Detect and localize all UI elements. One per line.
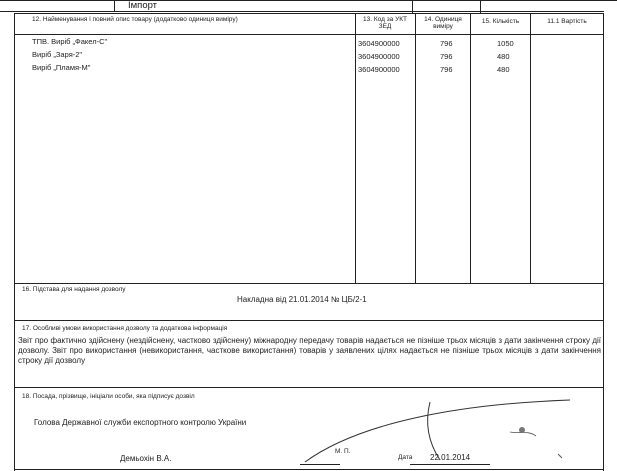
date-underline (410, 464, 490, 465)
s17-right-border (603, 320, 604, 388)
col-header-unit: 14. Одиниця виміру (424, 16, 462, 31)
col-header-value: 11.1 Вартість (547, 18, 587, 25)
row-name: ТПВ. Виріб „Факел-С" (32, 37, 108, 46)
section17-text: Звіт про фактично здійснену (нездійснену, частково здійснену) міжнародну передачу товарів надається не пізніше трьох місяців з дати закінчення строку дії дозволу. Звіт про використання (невикористання, часткове використання) товарів у заявлених цілях надається не пізніше трьох місяців з дати закінчення строку дії дозволу (18, 336, 601, 365)
row-unit: 796 (440, 65, 453, 74)
s18-right-border (603, 387, 604, 471)
s16-right-border (603, 283, 604, 321)
table-left-border (14, 13, 15, 284)
s16-left-border (14, 283, 15, 321)
row-unit: 796 (440, 52, 453, 61)
row-code: 3604900000 (358, 52, 400, 61)
s16-bottom-border (14, 320, 604, 321)
row-qty: 1050 (497, 39, 514, 48)
col-header-code: 13. Код за УКТ ЗЕД (363, 16, 407, 31)
row-code: 3604900000 (358, 39, 400, 48)
row-unit: 796 (440, 39, 453, 48)
row-name: Виріб „Пламя-М" (32, 63, 91, 72)
import-label: Імпорт (128, 0, 158, 11)
col-header-qty: 15. Кількість (481, 18, 520, 25)
col-divider-qty (470, 13, 471, 284)
s18-bottom-border (14, 469, 604, 470)
table-top-border (14, 13, 604, 14)
col-header-name: 12. Найменування і повний опис товару (додатково одиниця виміру) (32, 16, 238, 23)
section18-label: 18. Посада, прізвище, ініціали особи, яка підписує дозвіл (22, 393, 195, 400)
signer-position: Голова Державної служби експортного контролю України (34, 418, 247, 427)
row-code: 3604900000 (358, 65, 400, 74)
s17-left-border (14, 320, 15, 388)
stamp-place-label: М. П. (335, 448, 351, 455)
table-header-bottom (14, 34, 604, 35)
table-right-border (603, 13, 604, 284)
section16-label: 16. Підстава для надання дозволу (22, 286, 126, 293)
section17-label: 17. Особливі умови використання дозволу та додаткова інформація (22, 325, 228, 332)
row-name: Виріб „Заря-2" (32, 50, 83, 59)
row-qty: 480 (497, 52, 510, 61)
date-value: 22.01.2014 (430, 453, 471, 462)
s18-left-border (14, 387, 15, 471)
signature-underline (300, 464, 340, 465)
top-border (0, 0, 617, 1)
section16-value: Накладна від 21.01.2014 № ЦБ/2-1 (237, 295, 367, 304)
col-divider-value (530, 13, 531, 284)
col-divider-unit (415, 13, 416, 284)
col-divider-code (355, 13, 356, 284)
date-label: Дата (398, 454, 413, 461)
top-strip-bottom (0, 11, 604, 12)
table-bottom-border (14, 283, 604, 284)
signer-name: Демьохін В.А. (120, 454, 172, 463)
s17-bottom-border (14, 387, 604, 388)
row-qty: 480 (497, 65, 510, 74)
